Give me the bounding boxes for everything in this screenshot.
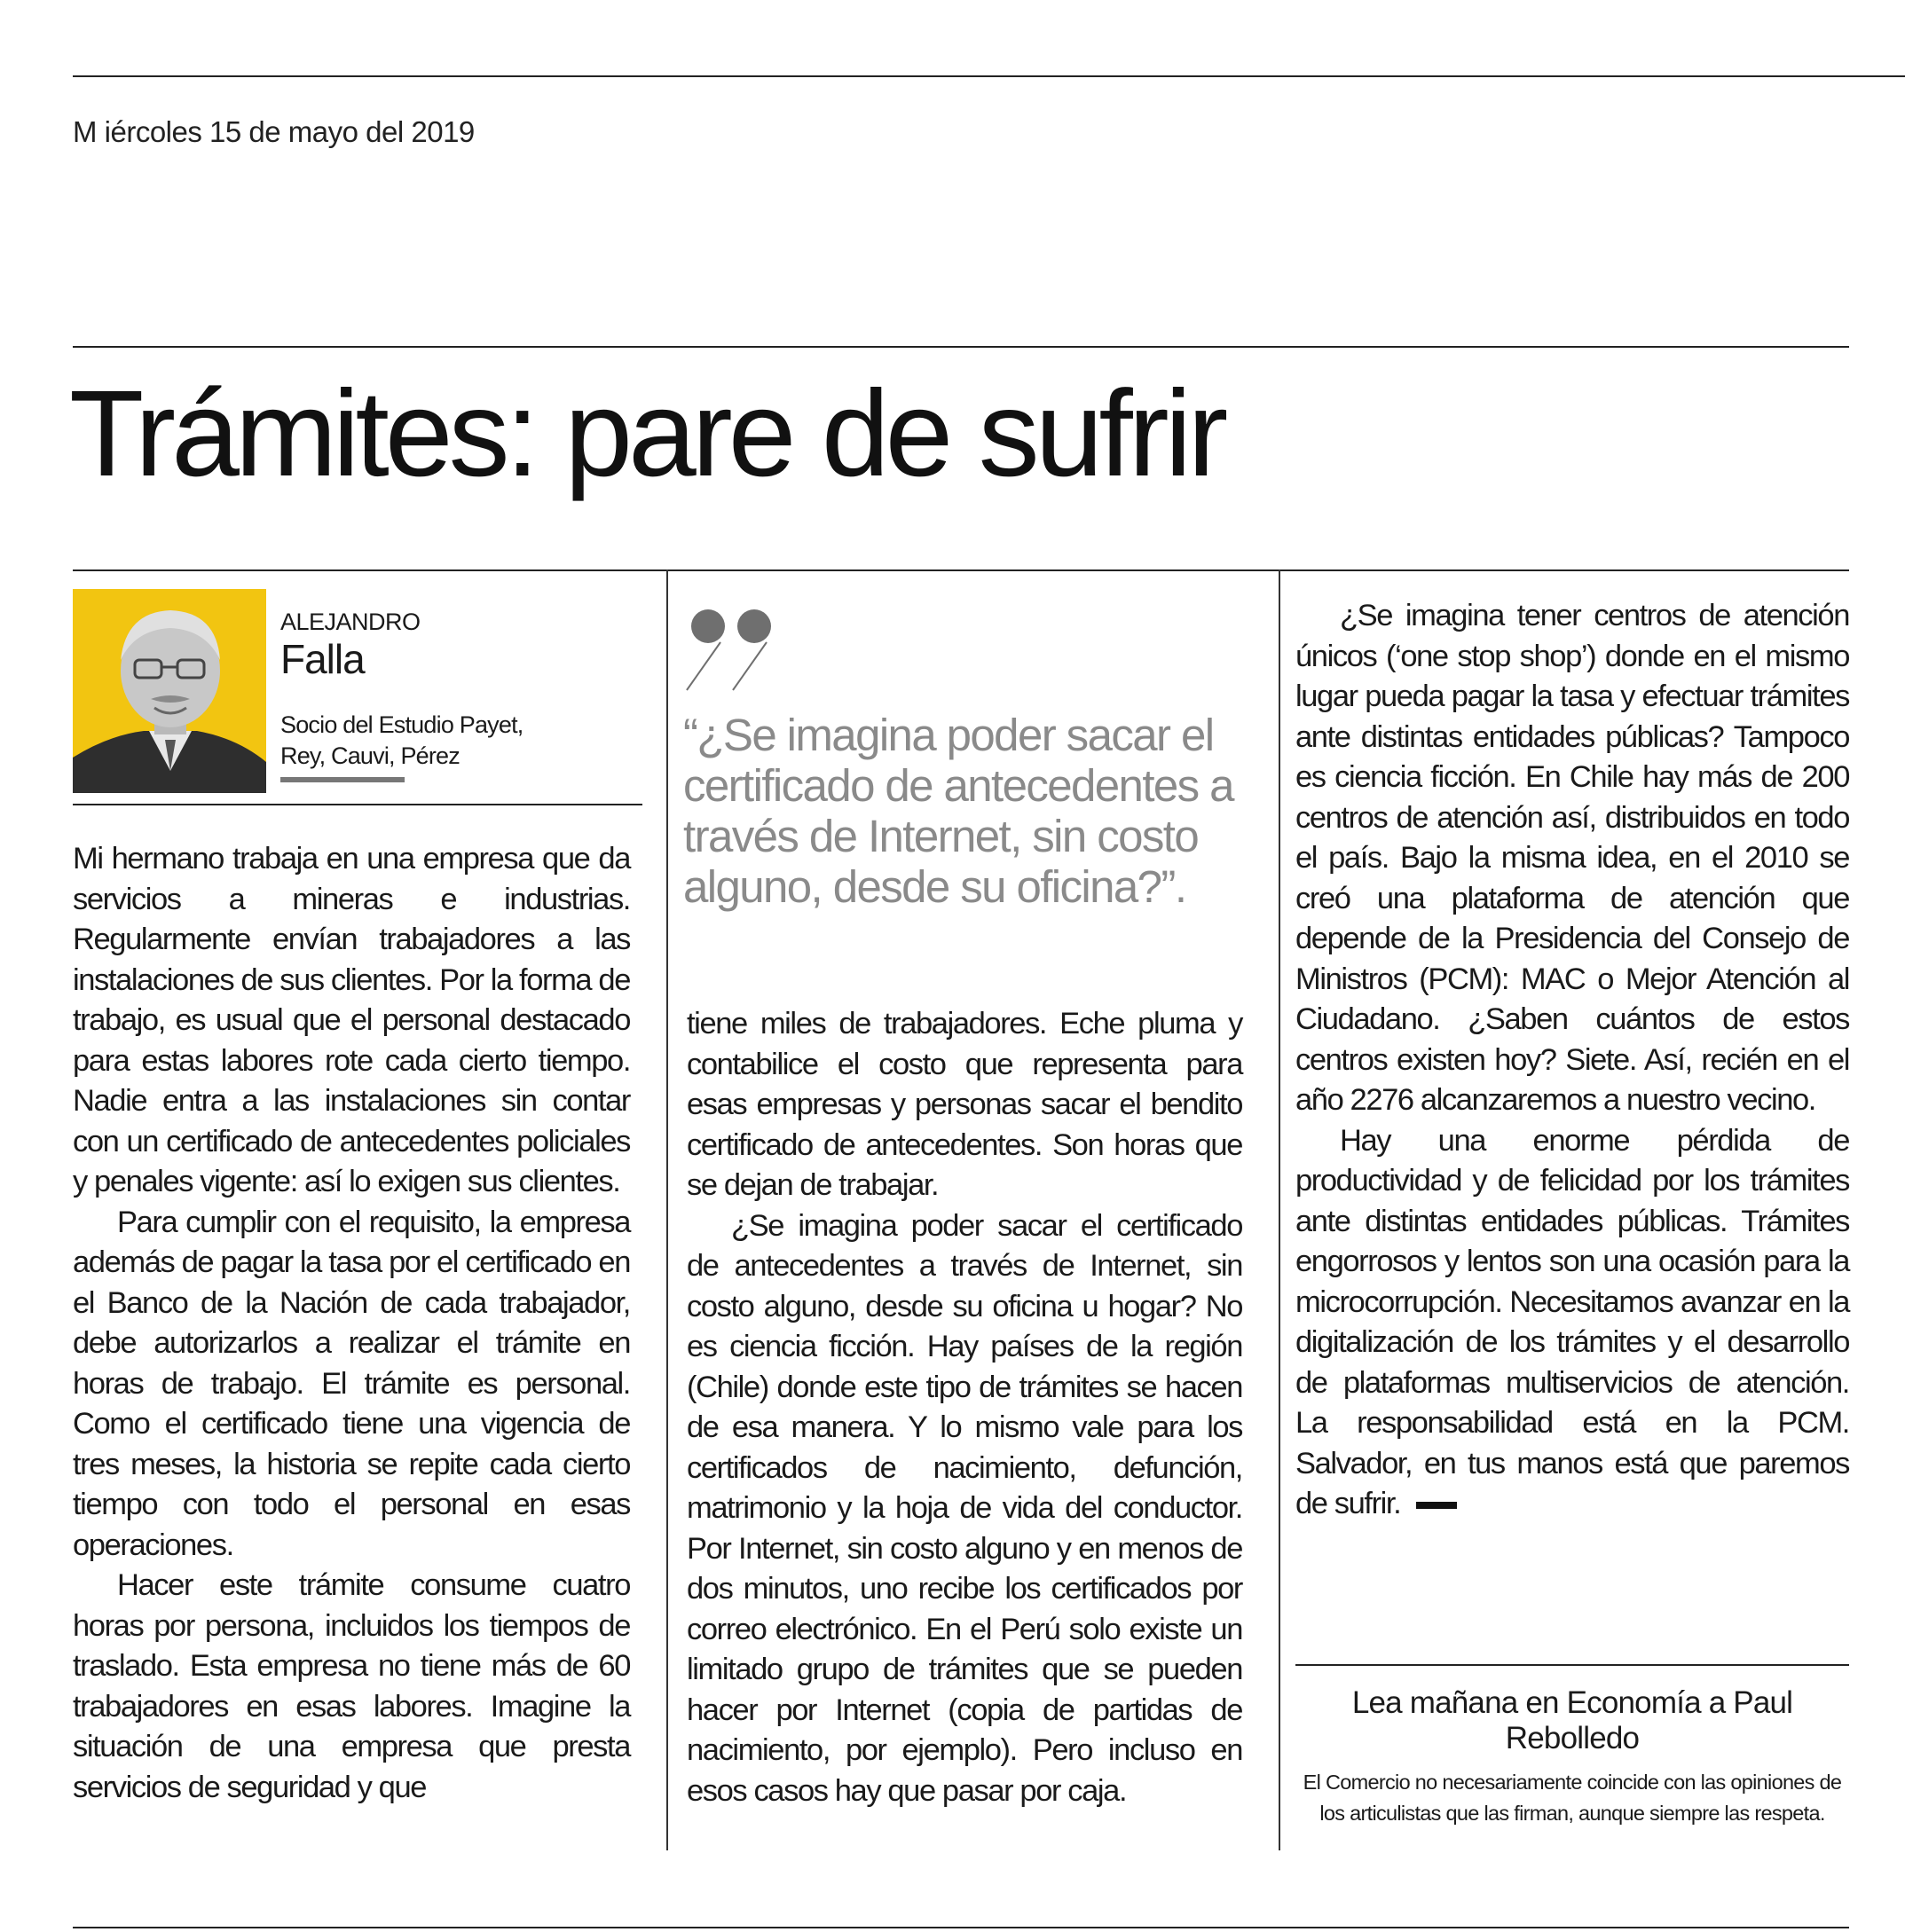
body-paragraph: Para cumplir con el requisito, la empresa además de pagar la tasa por el certificado en el Banco de la Nación de cada trabajador, debe autorizarlos a realizar el trámite en horas de trabajo. El trámite es personal. Como el certificado tiene una vigencia de tres meses, la historia se repite cada cierto tiempo con todo el personal en esas operaciones. bbox=[73, 1205, 630, 1562]
headline-rule bbox=[73, 346, 1849, 348]
author-first-name: ALEJANDRO bbox=[280, 609, 421, 635]
article-column-2 bbox=[687, 1004, 1242, 1811]
column-divider-1 bbox=[666, 569, 668, 1850]
author-last-name: Falla bbox=[280, 636, 365, 682]
body-paragraph-text: Hay una enorme pérdida de productividad y de felicidad por los trámites ante distintas entidades públicas. Trámites engorrosos y lentos son una ocasión para la microcorrupción. Necesitamos avanzar en la digitalización de los trámites y el desarrollo de plataformas multiservicios de atención. La responsabilidad está en la PCM. Salvador, en tus manos está que paremos de sufrir. bbox=[1295, 1123, 1849, 1520]
article-column-1 bbox=[73, 839, 630, 1808]
article-column-3 bbox=[1295, 596, 1849, 1525]
quote-mark-icon bbox=[683, 603, 790, 705]
top-rule bbox=[73, 75, 1905, 77]
body-paragraph bbox=[1295, 1121, 1849, 1525]
editorial-disclaimer: El Comercio no necesariamente coincide con las opiniones de los articulistas que las firman, aunque siempre las respeta. bbox=[1303, 1771, 1842, 1825]
author-block-rule bbox=[73, 804, 642, 805]
body-top-rule bbox=[73, 569, 1849, 571]
body-paragraph: Mi hermano trabaja en una empresa que da servicios a mineras e industrias. Regularmente envían trabajadores a las instalaciones de sus clientes. Por la forma de trabajo, es usual que el personal destacado para estas labores rote cada cierto tiempo. Nadie entra a las instalaciones sin contar con un certificado de antecedentes policiales y penales vigente: así lo exigen sus clientes. bbox=[73, 842, 630, 1198]
author-portrait-image bbox=[73, 589, 266, 793]
pull-quote: “¿Se imagina poder sacar el certificado de antecedentes a través de Internet, sin costo alguno, desde su oficina?”. bbox=[683, 710, 1233, 912]
footer-rule bbox=[1295, 1664, 1849, 1666]
body-paragraph: ¿Se imagina tener centros de atención únicos (‘one stop shop’) donde en el mismo lugar pueda pagar la tasa y efectuar trámites ante distintas entidades públicas? Tampoco es ciencia ficción. En Chile hay más de 200 centros de atención así, distribuidos en todo el país. Bajo la misma idea, en el 2010 se creó una plataforma de atención que depende de la Presidencia del Consejo de Ministros (PCM): MAC o Mejor Atención al Ciudadano. ¿Saben cuántos de estos centros existen hoy? Siete. Así, recién en el año 2276 alcanzaremos a nuestro vecino. bbox=[1295, 599, 1849, 1117]
author-photo bbox=[73, 589, 266, 793]
next-columnist-notice: Lea mañana en Economía a Paul Rebolledo bbox=[1351, 1685, 1793, 1755]
publication-date: M iércoles 15 de mayo del 2019 bbox=[73, 115, 475, 148]
body-paragraph: Hacer este trámite consume cuatro horas por persona, incluidos los tiempos de traslado. Esta empresa no tiene más de 60 trabajadores en esas labores. Imagine la situación de una empresa que presta servicios de seguridad y que bbox=[73, 1568, 630, 1804]
end-of-article-mark bbox=[1416, 1502, 1457, 1509]
author-role: Socio del Estudio Payet, Rey, Cauvi, Pérez bbox=[280, 711, 523, 769]
body-paragraph: ¿Se imagina poder sacar el certificado de antecedentes a través de Internet, sin costo alguno, desde su oficina u hogar? No es ciencia ficción. Hay países de la región (Chile) donde este tipo de trámites se hacen de esa manera. Y lo mismo vale para los certificados de nacimiento, defunción, matrimonio y la hoja de vida del conductor. Por Internet, sin costo alguno y en menos de dos minutos, uno recibe los certificados por correo electrónico. En el Perú solo existe un limitado grupo de trámites que se pueden hacer por Internet (copia de partidas de nacimiento, por ejemplo). Pero incluso en esos casos hay que pasar por caja. bbox=[687, 1208, 1242, 1808]
article-headline: Trámites: pare de sufrir bbox=[69, 365, 1224, 502]
body-paragraph: tiene miles de trabajadores. Eche pluma y contabilice el costo que representa para esas empresas y personas sacar el bendito certificado de antecedentes. Son horas que se dejan de trabajar. bbox=[687, 1007, 1242, 1202]
column-divider-2 bbox=[1279, 569, 1280, 1850]
bottom-rule bbox=[73, 1927, 1849, 1928]
author-underline bbox=[280, 777, 405, 782]
